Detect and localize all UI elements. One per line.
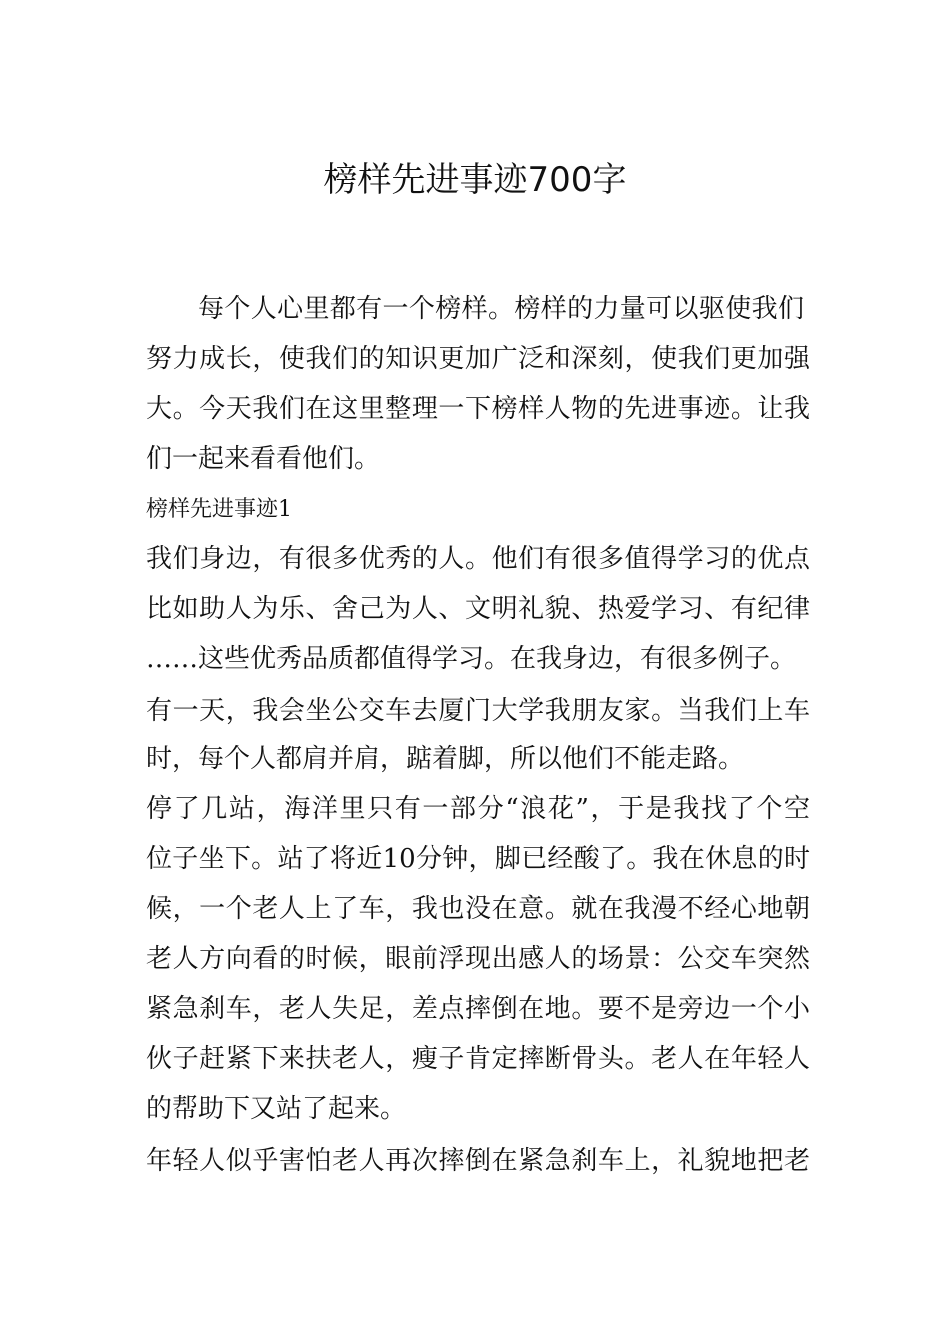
- text-line: 位子坐下。站了将近10分钟，脚已经酸了。我在休息的时: [146, 844, 810, 874]
- section-heading: 榜样先进事迹1: [146, 497, 292, 522]
- text-line: 努力成长，使我们的知识更加广泛和深刻，使我们更加强: [146, 344, 810, 374]
- text-line: 比如助人为乐、舍己为人、文明礼貌、热爱学习、有纪律: [146, 594, 810, 624]
- text-line: 伙子赶紧下来扶老人，瘦子肯定摔断骨头。老人在年轻人: [146, 1044, 810, 1074]
- text-line: 时，每个人都肩并肩，踮着脚，所以他们不能走路。: [146, 744, 745, 774]
- document-title: 榜样先进事迹700字: [323, 160, 627, 200]
- text-line: 年轻人似乎害怕老人再次摔倒在紧急刹车上，礼貌地把老: [146, 1146, 810, 1176]
- text-line: 们一起来看看他们。: [146, 444, 381, 474]
- text-line: 候，一个老人上了车，我也没在意。就在我漫不经心地朝: [146, 894, 810, 924]
- text-line: 我们身边，有很多优秀的人。他们有很多值得学习的优点: [146, 544, 810, 574]
- text-line: ……这些优秀品质都值得学习。在我身边，有很多例子。: [146, 644, 797, 674]
- text-line: 的帮助下又站了起来。: [146, 1094, 407, 1124]
- text-line: 停了几站，海洋里只有一部分“浪花”，于是我找了个空: [146, 794, 810, 824]
- text-line: 每个人心里都有一个榜样。榜样的力量可以驱使我们: [198, 294, 804, 324]
- text-line: 大。今天我们在这里整理一下榜样人物的先进事迹。让我: [146, 394, 810, 424]
- text-line: 紧急刹车，老人失足，差点摔倒在地。要不是旁边一个小: [146, 994, 810, 1024]
- text-line: 老人方向看的时候，眼前浮现出感人的场景：公交车突然: [146, 944, 810, 974]
- text-line: 有一天，我会坐公交车去厦门大学我朋友家。当我们上车: [146, 696, 810, 726]
